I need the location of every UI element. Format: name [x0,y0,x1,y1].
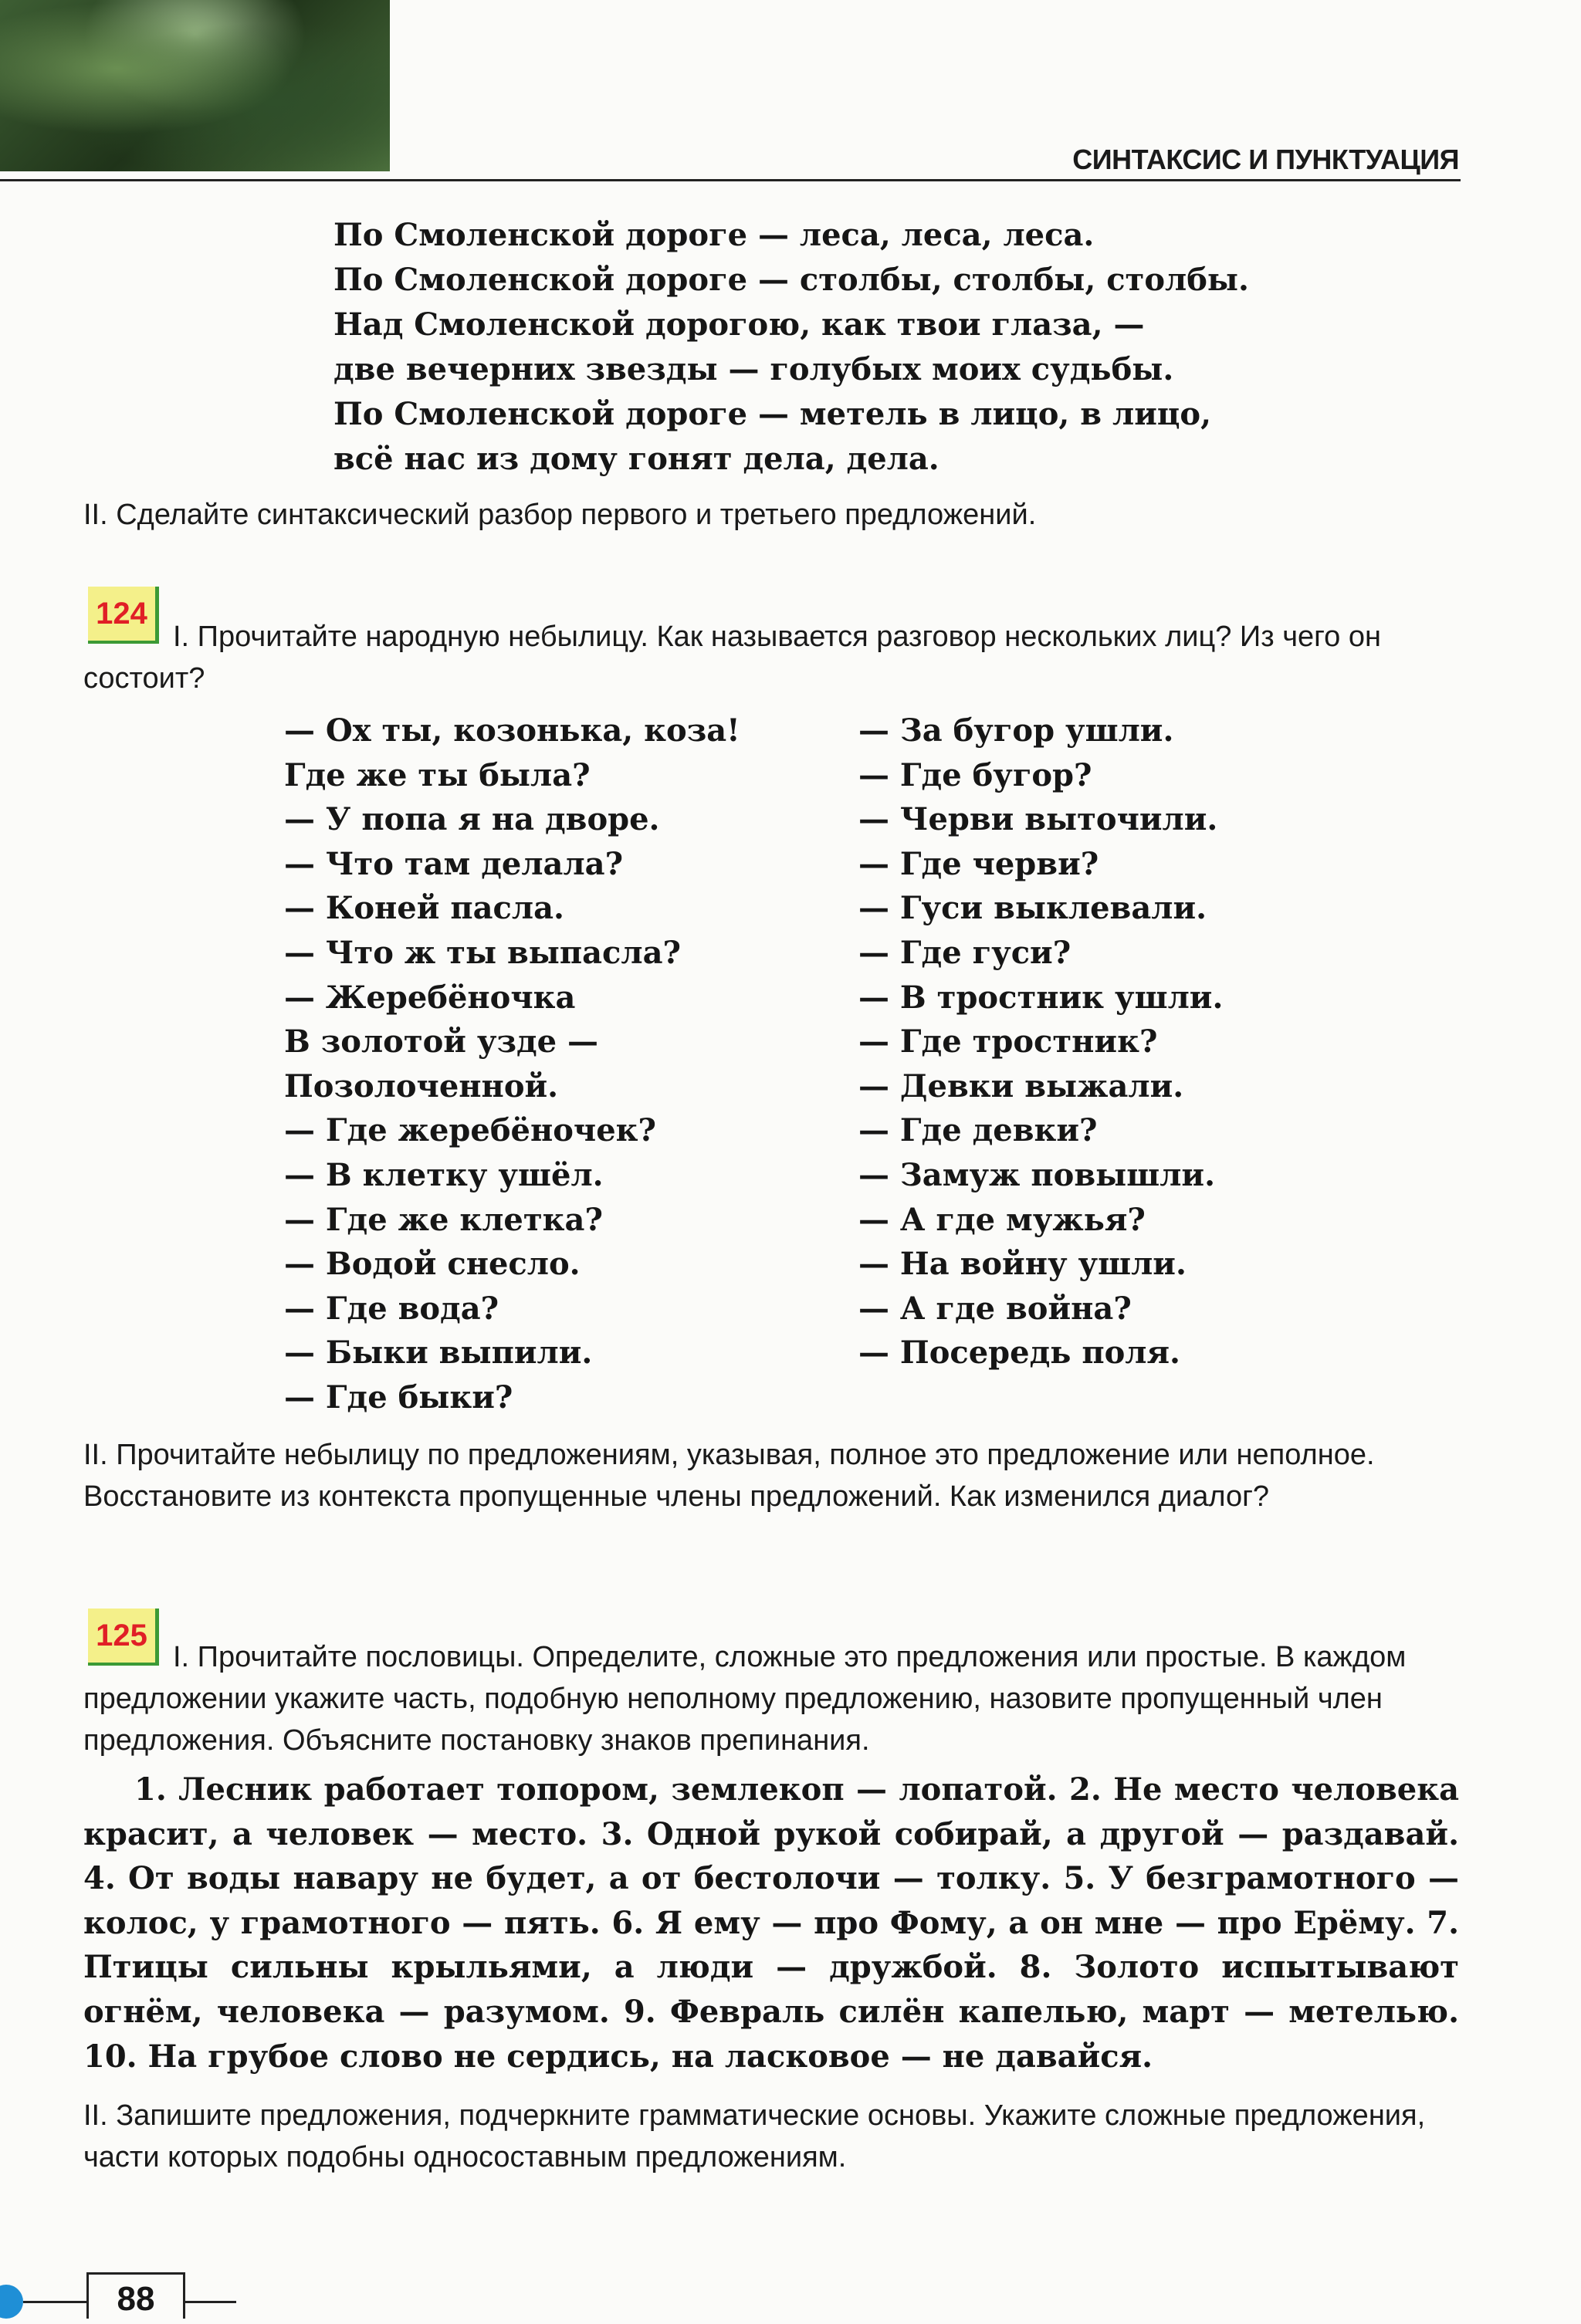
corner-photo [0,0,390,171]
dialog-line: — А где война? [858,1290,1132,1327]
dialog-line: — Ох ты, козонька, коза! [284,712,740,749]
dialog-line: Где же ты была? [284,756,591,793]
exercise-124-part2: II. Прочитайте небылицу по предложениям, указывая, полное это предложение или неполное. Восстановите из контекста пропущенные члены предложений. Как изменился диалог? [83,1439,1375,1513]
page-number: 88 [86,2272,185,2319]
dialog-line: — Девки выжали. [858,1067,1184,1104]
footer-rule-left [23,2301,86,2303]
dialog-line: — Коней пасла. [284,890,564,927]
dialog-line: — За бугор ушли. [858,712,1174,749]
footer-rule-right [185,2301,236,2303]
exercise-124-number: 124 [88,587,159,644]
dialog-line: — Где вода? [284,1290,499,1327]
dialog-line: — В тростник ушли. [858,979,1224,1016]
dialog-line: — Где же клетка? [284,1201,603,1238]
poem [333,213,1249,482]
page-corner-marker [0,2285,23,2319]
section-title: СИНТАКСИС И ПУНКТУАЦИЯ [1072,144,1459,175]
dialog-line: — Где девки? [858,1112,1098,1149]
dialog-line: — На войну ушли. [858,1246,1187,1283]
dialog-line: — Посередь поля. [858,1335,1180,1372]
dialog-line: — Что ж ты выпасла? [284,934,681,971]
dialog-line: — Быки выпили. [284,1335,593,1372]
poem-line: По Смоленской дороге — метель в лицо, в лицо, [333,396,1212,432]
dialog-line: Позолоченной. [284,1067,559,1104]
poem-line: всё нас из дому гонят дела, дела. [333,441,939,477]
dialog-line: — Где бугор? [858,756,1092,793]
dialog-line: — В клетку ушёл. [284,1156,604,1193]
dialog-line: В золотой узде — [284,1023,599,1061]
dialog-line: — Замуж повышли. [858,1156,1215,1193]
dialog-line: — Что там делала? [284,845,624,882]
dialog-line: — Где черви? [858,845,1099,882]
proverbs-text: 1. Лесник работает топором, землекоп — лопатой. 2. Не место человека красит, а человек — место. 3. Одной рукой собирай, а другой — раздавай. 4. От воды навару не будет, а от бестолочи — толку. 5. У безграмотного — колос, у грамотного — пять. 6. Я ему — про Фому, а он мне — про Ерёму. 7. Птицы сильны крыльями, а люди — дружбой. 8. Золото испытывают огнём, человека — разумом. 9. Февраль силён капелью, март — метелью. 10. На грубое слово не сердись, на ласковое — не давайся. [83,1771,1459,2075]
dialog-line: — Водой снесло. [284,1246,581,1283]
dialog-line: — Гуси выклевали. [858,890,1207,927]
dialog-left-column [284,709,740,1420]
exercise-125-number: 125 [88,1609,159,1666]
task-123-part2: II. Сделайте синтаксический разбор первого и третьего предложений. [83,499,1037,531]
poem-line: Над Смоленской дорогою, как твои глаза, — [333,306,1145,343]
dialog-line: — Жеребёночка [284,979,576,1016]
exercise-125-part2: II. Запишите предложения, подчеркните грамматические основы. Укажите сложные предложения, части которых подобны односоставным предложениям. [83,2099,1426,2173]
dialog-right-column [858,709,1223,1375]
poem-line: По Смоленской дороге — леса, леса, леса. [333,217,1095,253]
dialog-line: — Где тростник? [858,1023,1158,1061]
dialog-line: — Черви выточили. [858,801,1218,838]
dialog-line: — У попа я на дворе. [284,801,660,838]
poem-line: По Смоленской дороге — столбы, столбы, столбы. [333,262,1249,298]
poem-line: две вечерних звезды — голубых моих судьбы. [333,351,1174,387]
header-rule [0,179,1461,181]
exercise-125-part1: I. Прочитайте пословицы. Определите, сложные это предложения или простые. В каждом предложении укажите часть, подобную неполному предложению, назовите пропущенный член предложения. Объясните постановку знаков препинания. [83,1641,1407,1757]
dialog-line: — Где гуси? [858,934,1071,971]
dialog-line: — Где жеребёночек? [284,1112,656,1149]
exercise-124-part1: I. Прочитайте народную небылицу. Как называется разговор нескольких лиц? Из чего он состоит? [83,621,1381,695]
dialog-line: — Где быки? [284,1379,513,1416]
dialog-line: — А где мужья? [858,1201,1146,1238]
